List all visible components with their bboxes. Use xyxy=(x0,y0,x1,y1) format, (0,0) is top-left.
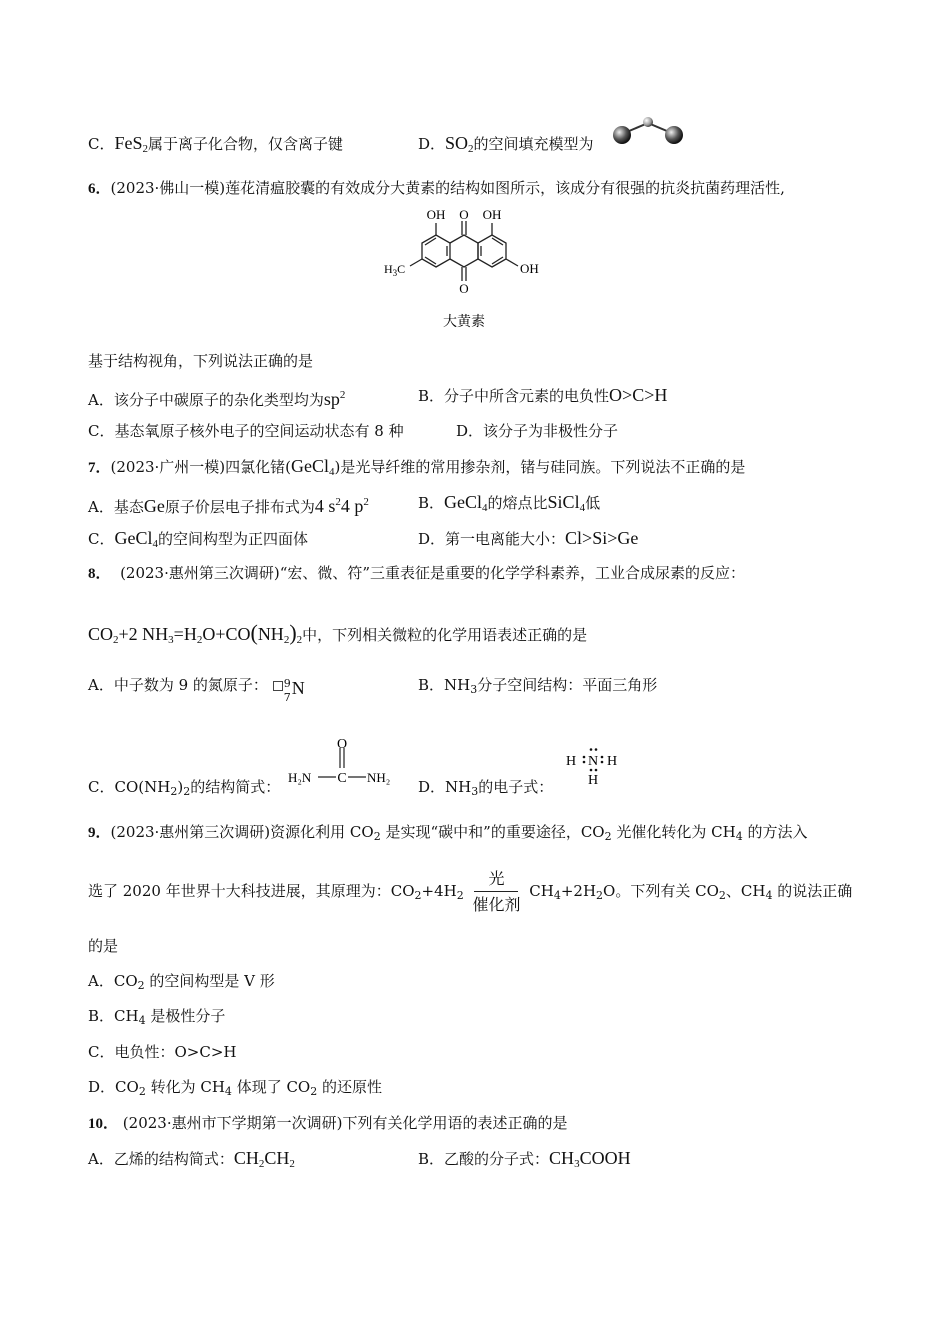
q7-option-d: D．第一电离能大小：Cl>Si>Ge xyxy=(418,528,639,548)
q8-option-c: C．$CO(NH_2)_2$的结构简式： xyxy=(88,778,281,798)
q9-option-b: B．$CH_4$ 是极性分子 xyxy=(88,1007,226,1027)
svg-text:C: C xyxy=(337,771,347,786)
q7-option-a: A．基态Ge原子价层电子排布式为4 $s^24$ $p^2$ xyxy=(88,496,369,516)
q6-question: 基于结构视角，下列说法正确的是 xyxy=(88,352,314,370)
q7-option-c: C．GeCl$_4$的空间构型为正四面体 xyxy=(88,528,308,550)
urea-equation: $CO_2+2$ $NH_3=H_2O+CO(NH_2)_2$ xyxy=(88,620,303,646)
q6-option-a: A．该分子中碳原子的杂化类型均为$sp^2$ xyxy=(88,389,346,409)
methyl-label: $H_3C$ xyxy=(384,262,406,278)
q6-option-b: B．分子中所含元素的电负性O>C>H xyxy=(418,385,668,405)
nuclide-symbol: 9 7 N xyxy=(273,675,313,697)
q8-option-a: A．中子数为 9 的氮原子： 9 7 N xyxy=(88,674,313,697)
emodin-structure xyxy=(370,205,590,340)
q10-option-b: B．乙酸的分子式：$CH_3COOH$ xyxy=(418,1148,631,1170)
q7-stem: 7．(2023·广州一模)四氯化锗(GeCl$_4$)是光导纤维的常用掺杂剂，锗与硅同族。下列说法不正确的是 xyxy=(88,456,746,478)
svg-text:H: H xyxy=(588,773,599,788)
svg-text:H: H xyxy=(607,754,618,769)
svg-text:O: O xyxy=(336,737,348,752)
oh-label: OH xyxy=(482,207,502,222)
q8-option-d: D．$NH_3$的电子式： xyxy=(418,778,554,798)
q9-option-a: A．$CO_2$ 的空间构型是 V 形 xyxy=(88,972,275,992)
so2-space-filling-model xyxy=(608,114,688,150)
nh3-electron-dot xyxy=(562,748,626,790)
q8-option-b: B．$NH_3$分子空间结构：平面三角形 xyxy=(418,676,658,696)
oh-label: OH xyxy=(520,261,539,276)
q9-option-d: D．$CO_2$ 转化为 $CH_4$ 体现了 $CO_2$ 的还原性 xyxy=(88,1078,383,1098)
reaction-condition: 光 催化剂 xyxy=(472,869,521,914)
urea-structure xyxy=(286,732,406,792)
q6-stem: 6．(2023·佛山一模)莲花清瘟胶囊的有效成分大黄素的结构如图所示，该成分有很强的抗炎抗菌药理活性, xyxy=(88,179,785,197)
q9-stem-line1: 9．(2023·惠州第三次调研)资源化利用 $CO_2$ 是实现“碳中和”的重要途径，$CO_2$ 光催化转化为 $CH_4$ 的方法入 xyxy=(88,823,808,843)
q10-option-a: A．乙烯的结构简式：$CH_2CH_2$ xyxy=(88,1148,295,1170)
svg-text:NH₂: NH₂ xyxy=(367,770,391,785)
q5-option-d: D．$SO_2$的空间填充模型为 xyxy=(418,133,594,155)
q8-equation-line: $CO_2+2$ $NH_3=H_2O+CO(NH_2)_2$中，下列相关微粒的化学用语表述正确的是 xyxy=(88,620,588,646)
svg-text:H: H xyxy=(566,754,577,769)
q7-option-b: B．GeCl$_4$的熔点比SiCl$_4$低 xyxy=(418,492,601,514)
o-label: O xyxy=(459,281,469,296)
svg-text:N: N xyxy=(588,754,599,769)
oh-label: OH xyxy=(426,207,446,222)
q6-option-d: D．该分子为非极性分子 xyxy=(456,422,619,440)
q9-option-c: C．电负性：O>C>H xyxy=(88,1043,237,1061)
q9-stem-line2: 选了 2020 年世界十大科技进展，其原理为：$CO_2+4H_2$ 光 催化剂 $CH_4+2H_2O$。下列有关 $CO_2$、$CH_4$ 的说法正确 xyxy=(88,869,853,914)
q6-option-c: C．基态氧原子核外电子的空间运动状态有 8 种 xyxy=(88,422,404,440)
q9-stem-line3: 的是 xyxy=(88,937,119,955)
svg-text:H₂N: H₂N xyxy=(288,770,312,785)
o-label: O xyxy=(459,207,469,222)
q8-stem: 8． (2023·惠州第三次调研)“宏、微、符”三重表征是重要的化学学科素养，工业合成尿素的反应： xyxy=(88,564,746,582)
q5-option-c: C．FeS$_2$属于离子化合物，仅含离子键 xyxy=(88,133,344,155)
structure-caption: 大黄素 xyxy=(443,315,485,330)
q10-stem: 10． (2023·惠州市下学期第一次调研)下列有关化学用语的表述正确的是 xyxy=(88,1114,568,1132)
